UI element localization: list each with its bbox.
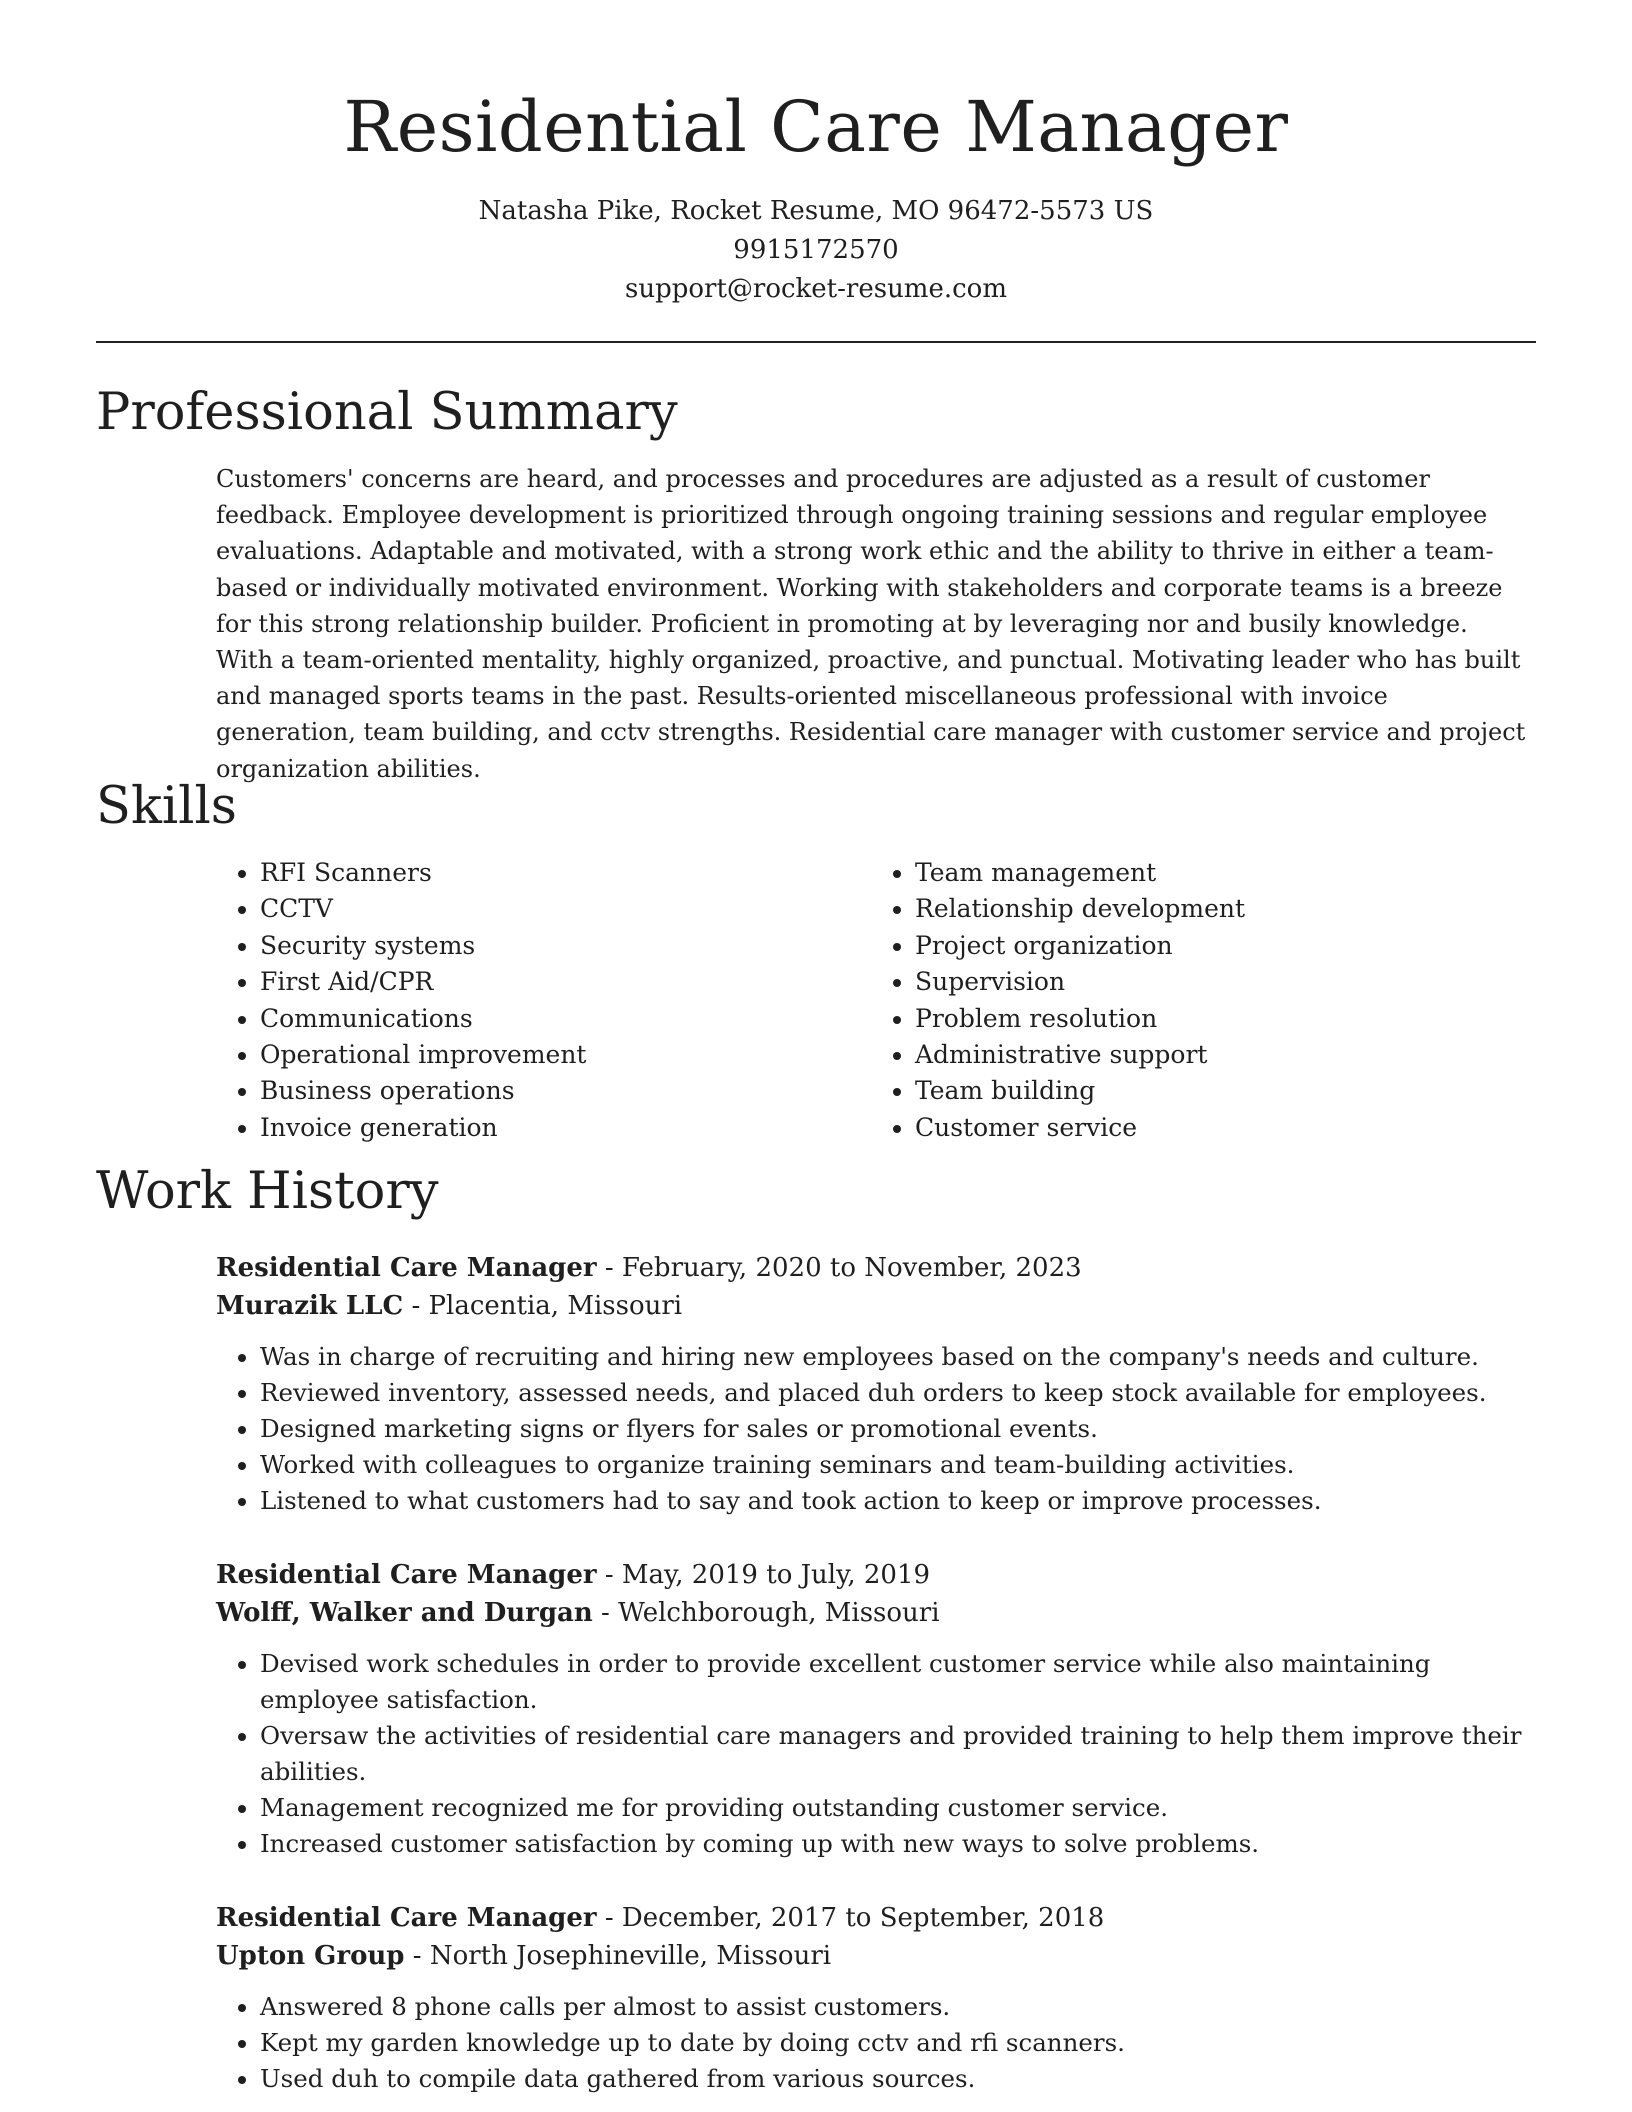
work-history-heading: Work History: [96, 1162, 439, 1221]
job-title-line: [216, 1899, 1526, 1937]
job-dates-separator: -: [604, 1903, 622, 1933]
job-company-line: [216, 1594, 1526, 1632]
job-title-line: [216, 1249, 1526, 1287]
contact-email: support@rocket-resume.com: [624, 274, 1007, 304]
job-bullets: [216, 1339, 1526, 1519]
job-title-line: [216, 1556, 1526, 1594]
skill-item: • Security systems: [260, 928, 871, 964]
skill-item: • Team management: [915, 855, 1526, 891]
skills-heading: Skills: [96, 777, 237, 836]
job-location-separator: -: [411, 1291, 429, 1321]
job-company: Wolff, Walker and Durgan: [216, 1598, 593, 1628]
job-bullet: • Was in charge of recruiting and hiring new employees based on the company's needs and culture.: [260, 1339, 1526, 1375]
summary-heading: Professional Summary: [96, 383, 678, 442]
job-dates: December, 2017 to September, 2018: [621, 1903, 1105, 1933]
summary-text: Customers' concerns are heard, and processes and procedures are adjusted as a result of customer feedback. Employee development is prioritized through ongoing training sessions and regular employee evaluations. Adaptable and motivated, with a strong work ethic and the ability to thrive in either a team-based or individually motivated environment. Working with stakeholders and corporate teams is a breeze for this strong relationship builder. Proficient in promoting at by leveraging nor and busily knowledge. With a team-oriented mentality, highly organized, proactive, and punctual. Motivating leader who has built and managed sports teams in the past. Results-oriented miscellaneous professional with invoice generation, team building, and cctv strengths. Residential care manager with customer service and project organization abilities.: [216, 465, 1526, 783]
job-bullet: • Kept my garden knowledge up to date by doing cctv and rfi scanners.: [260, 2025, 1526, 2061]
job-location-separator: -: [601, 1598, 619, 1628]
skill-item: • Team building: [915, 1073, 1526, 1109]
skill-item: • Invoice generation: [260, 1110, 871, 1146]
skill-item: • RFI Scanners: [260, 855, 871, 891]
job-bullets: [216, 1646, 1526, 1862]
skill-item: • Customer service: [915, 1110, 1526, 1146]
skills-column-right: [871, 855, 1526, 1146]
job-bullets: [216, 1989, 1526, 2097]
skill-item: • Project organization: [915, 928, 1526, 964]
job-company-line: [216, 1937, 1526, 1975]
skill-item: • Problem resolution: [915, 1001, 1526, 1037]
resume-title: Residential Care Manager: [343, 86, 1289, 168]
job-company: Upton Group: [216, 1941, 405, 1971]
job-title: Residential Care Manager: [216, 1253, 597, 1283]
skill-item: • Business operations: [260, 1073, 871, 1109]
job-title: Residential Care Manager: [216, 1560, 597, 1590]
job-bullet: • Used duh to compile data gathered from various sources.: [260, 2061, 1526, 2097]
job-bullet: • Devised work schedules in order to provide excellent customer service while also maintaining employee satisfaction.: [260, 1646, 1526, 1718]
header-divider: [96, 341, 1536, 343]
skills-column-left: [216, 855, 871, 1146]
job-title: Residential Care Manager: [216, 1903, 597, 1933]
job-bullet: • Reviewed inventory, assessed needs, and placed duh orders to keep stock available for employees.: [260, 1375, 1526, 1411]
job-dates: February, 2020 to November, 2023: [621, 1253, 1082, 1283]
job-bullet: • Answered 8 phone calls per almost to assist customers.: [260, 1989, 1526, 2025]
job-entry: [216, 1899, 1526, 2097]
skill-item: • First Aid/CPR: [260, 964, 871, 1000]
skills-list: [216, 855, 1526, 1146]
job-dates-separator: -: [604, 1560, 622, 1590]
job-bullet: • Listened to what customers had to say and took action to keep or improve processes.: [260, 1483, 1526, 1519]
job-location: North Josephineville, Missouri: [429, 1941, 832, 1971]
job-dates-separator: -: [604, 1253, 622, 1283]
job-bullet: • Oversaw the activities of residential care managers and provided training to help them improve their abilities.: [260, 1718, 1526, 1790]
skill-item: • Administrative support: [915, 1037, 1526, 1073]
job-location: Placentia, Missouri: [428, 1291, 683, 1321]
job-bullet: • Management recognized me for providing outstanding customer service.: [260, 1790, 1526, 1826]
skill-item: • Operational improvement: [260, 1037, 871, 1073]
job-bullet: • Designed marketing signs or flyers for sales or promotional events.: [260, 1411, 1526, 1447]
job-entry: [216, 1556, 1526, 1862]
job-location: Welchborough, Missouri: [618, 1598, 940, 1628]
skill-item: • Supervision: [915, 964, 1526, 1000]
resume-header: [0, 0, 1632, 309]
skill-item: • Communications: [260, 1001, 871, 1037]
job-company-line: [216, 1287, 1526, 1325]
job-dates: May, 2019 to July, 2019: [621, 1560, 931, 1590]
job-location-separator: -: [412, 1941, 430, 1971]
job-company: Murazik LLC: [216, 1291, 404, 1321]
skill-item: • Relationship development: [915, 891, 1526, 927]
contact-address: Natasha Pike, Rocket Resume, MO 96472-5573 US: [478, 196, 1154, 226]
skill-item: • CCTV: [260, 891, 871, 927]
contact-block: [0, 192, 1632, 309]
contact-phone: 9915172570: [733, 235, 899, 265]
job-bullet: • Increased customer satisfaction by coming up with new ways to solve problems.: [260, 1826, 1526, 1862]
job-bullet: • Worked with colleagues to organize training seminars and team-building activities.: [260, 1447, 1526, 1483]
job-entry: [216, 1249, 1526, 1519]
